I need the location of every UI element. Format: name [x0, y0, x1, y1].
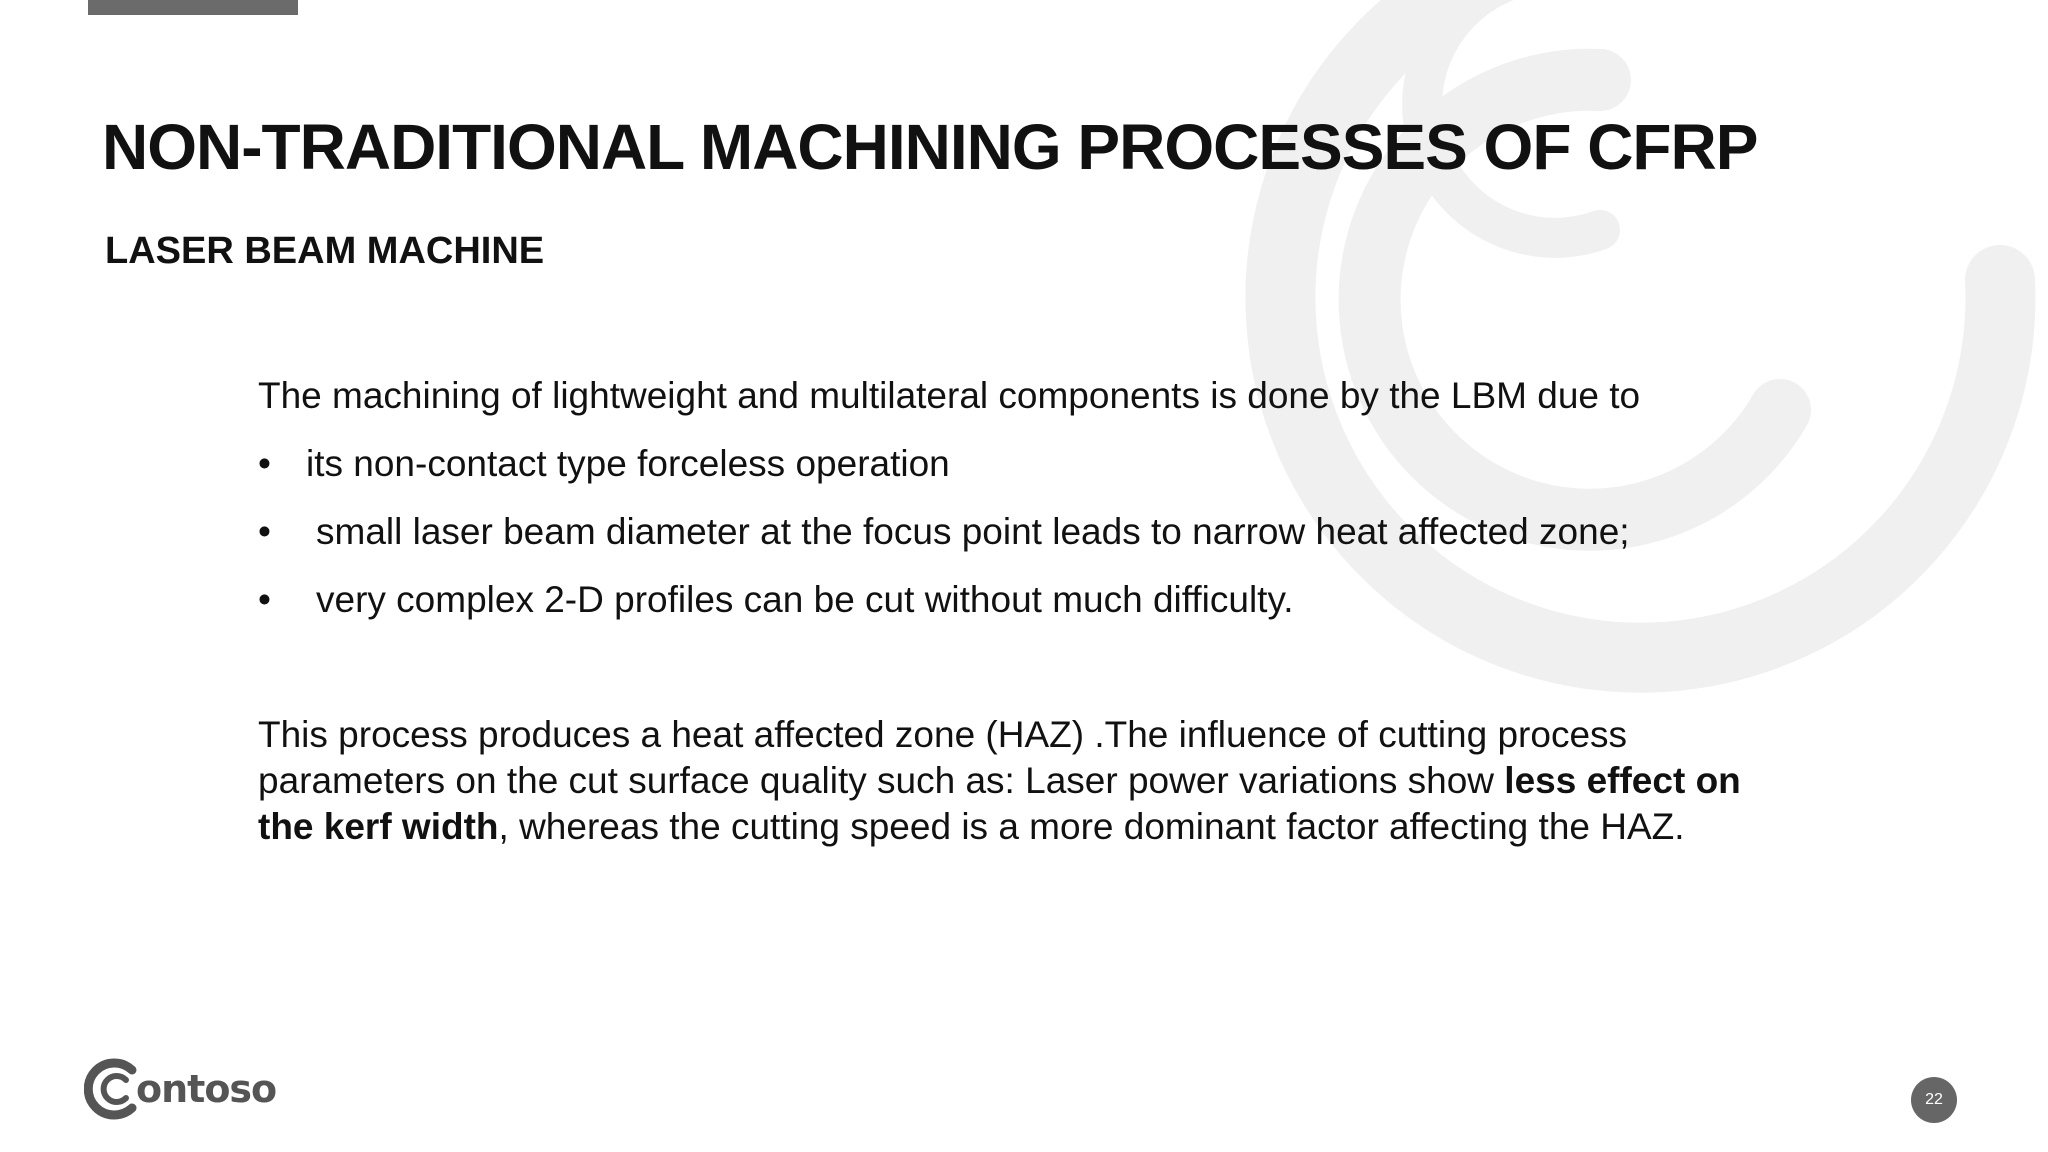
slide-title: NON-TRADITIONAL MACHINING PROCESSES OF CFRP: [102, 111, 1758, 183]
bullet-text: small laser beam diameter at the focus point leads to narrow heat affected zone;: [316, 511, 1630, 552]
page-number: 22: [1925, 1091, 1943, 1108]
bullet-icon: •: [258, 443, 271, 484]
bullet-item: [258, 506, 1798, 558]
bullet-list: [258, 438, 1798, 626]
bullet-text: its non-contact type forceless operation: [306, 443, 950, 484]
slide-body: [258, 370, 1798, 850]
bullet-text: very complex 2-D profiles can be cut without much difficulty.: [316, 579, 1294, 620]
page-number-badge: [1911, 1077, 1957, 1123]
top-accent-bar: [88, 0, 298, 15]
logo-text: ontoso: [136, 1067, 277, 1111]
paragraph-text: This process produces a heat affected zone (HAZ) .The influence of cutting process parameters on the cut surface quality such as: Laser power variations show: [258, 714, 1628, 801]
intro-text: The machining of lightweight and multilateral components is done by the LBM due to: [258, 375, 1641, 416]
bullet-item: [258, 438, 1798, 490]
bullet-icon: •: [258, 511, 271, 552]
paragraph-bold-text: less effect on the kerf width: [258, 760, 1741, 847]
paragraph-text: , whereas the cutting speed is a more dominant factor affecting the HAZ.: [498, 806, 1685, 847]
slide-subtitle: LASER BEAM MACHINE: [105, 230, 545, 272]
contoso-logo: [84, 1056, 276, 1122]
bullet-item: [258, 574, 1798, 626]
bullet-icon: •: [258, 579, 271, 620]
haz-paragraph: [258, 712, 1778, 850]
